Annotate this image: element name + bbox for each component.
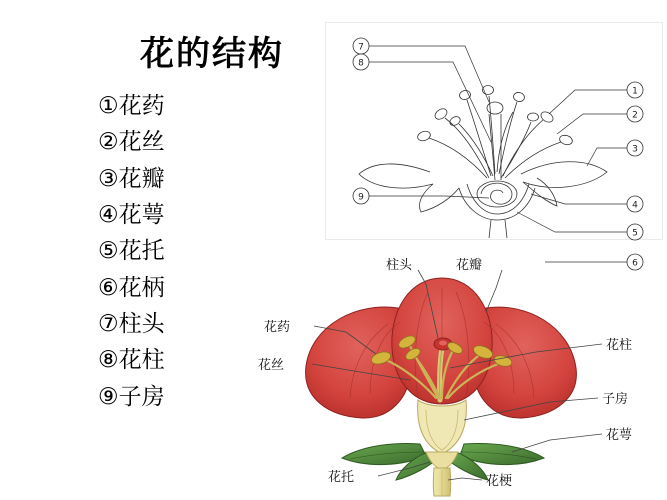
callout-2: 2 <box>632 110 638 121</box>
list-item: ④花萼 <box>98 201 165 228</box>
label-anther: 花药 <box>264 320 291 335</box>
list-item: ⑧花柱 <box>98 347 165 374</box>
callout-1: 1 <box>632 86 638 97</box>
flower-color-diagram <box>250 248 665 496</box>
list-item: ⑥花柄 <box>98 274 165 301</box>
callout-8: 8 <box>358 58 364 69</box>
list-item: ⑦柱头 <box>98 310 165 337</box>
label-sepal: 花萼 <box>606 428 633 443</box>
callout-7: 7 <box>358 42 364 53</box>
callout-9: 9 <box>358 192 364 203</box>
list-item: ③花瓣 <box>98 165 165 192</box>
callout-6: 6 <box>632 258 638 269</box>
label-pedicel: 花梗 <box>486 474 513 489</box>
label-filament: 花丝 <box>258 358 285 373</box>
list-item: ②花丝 <box>98 129 165 156</box>
label-stigma: 柱头 <box>386 258 413 273</box>
list-item: ①花药 <box>98 93 165 119</box>
callout-4: 4 <box>632 200 638 211</box>
list-item: ⑨子房 <box>98 383 165 410</box>
label-petal: 花瓣 <box>456 258 483 273</box>
list-item: ⑤花托 <box>98 238 165 265</box>
page-title: 花的结构 <box>140 34 284 74</box>
callout-3: 3 <box>632 144 638 155</box>
label-style: 花柱 <box>606 338 633 353</box>
callout-5: 5 <box>632 228 638 239</box>
label-ovary: 子房 <box>602 392 629 407</box>
label-receptacle: 花托 <box>328 470 355 485</box>
